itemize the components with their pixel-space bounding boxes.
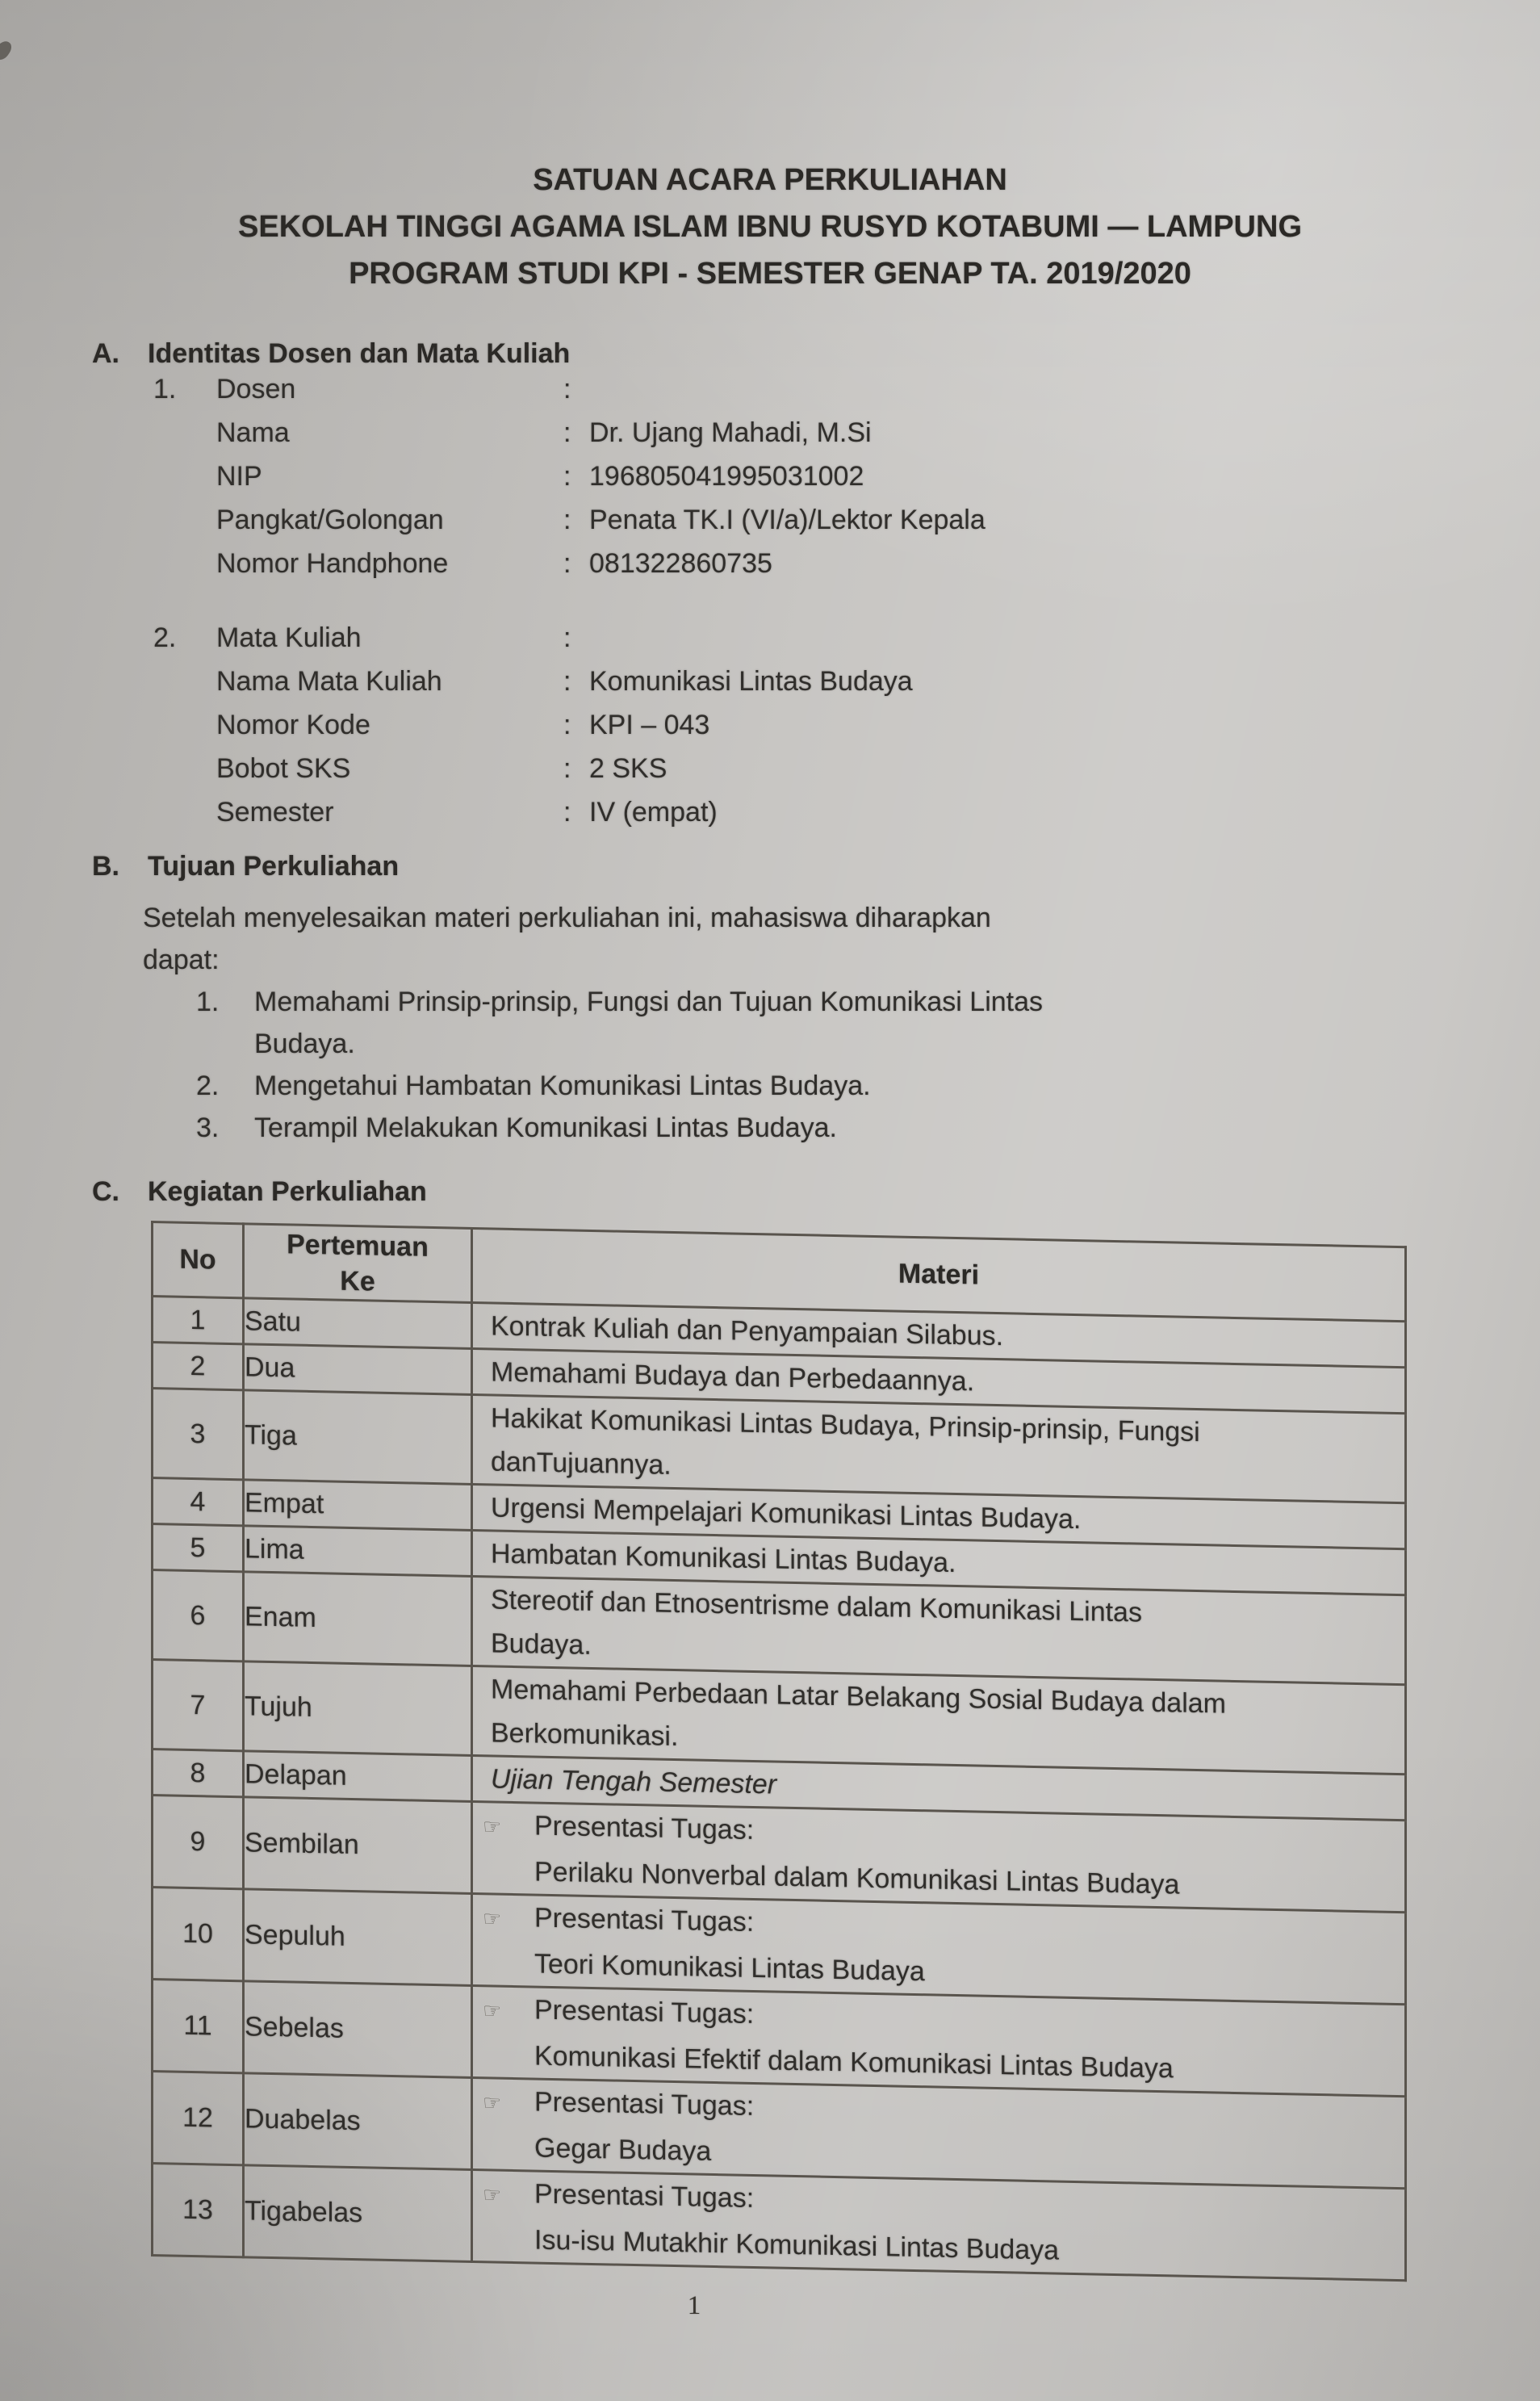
cell-pertemuan: Delapan	[244, 1751, 472, 1802]
tujuan-item-1-line-1	[143, 981, 1043, 1023]
materi-text: Memahami Budaya dan Perbedaannya.	[491, 1356, 975, 1397]
tujuan-intro-line-1: Setelah menyelesaikan materi perkuliahan ini, mahasiswa diharapkan	[143, 902, 991, 933]
colon: :	[563, 373, 571, 404]
header-pertemuan-ke	[244, 1224, 472, 1303]
tujuan-item-number: 1.	[196, 986, 220, 1017]
field-value: Dr. Ujang Mahadi, M.Si	[589, 417, 872, 448]
materi-text: Teori Komunikasi Lintas Budaya	[534, 1948, 925, 1988]
kv-row-dosen-header	[153, 367, 986, 411]
field-value: Komunikasi Lintas Budaya	[589, 665, 913, 697]
materi-text: Presentasi Tugas:	[534, 1994, 755, 2030]
tujuan-perkuliahan-list	[143, 897, 1043, 1149]
materi-text: Isu-isu Mutakhir Komunikasi Lintas Budaya	[534, 2224, 1060, 2266]
materi-text: Stereotif dan Etnosentrisme dalam Komunikasi Lintas	[491, 1584, 1142, 1628]
section-b-letter: B.	[92, 851, 119, 882]
cell-no: 7	[153, 1660, 244, 1751]
cell-no: 2	[153, 1343, 244, 1390]
colon: :	[563, 709, 571, 740]
materi-text: Urgensi Mempelajari Komunikasi Lintas Budaya.	[491, 1492, 1082, 1536]
cell-pertemuan: Satu	[244, 1298, 472, 1349]
field-label: Pangkat/Golongan	[216, 504, 444, 535]
pointing-hand-icon: ☞	[483, 1907, 502, 1932]
field-value: 196805041995031002	[589, 460, 864, 492]
kv-row-mata-kuliah-field-0	[153, 660, 913, 703]
tujuan-item-text: Memahami Prinsip-prinsip, Fungsi dan Tujuan Komunikasi Lintas	[254, 986, 1044, 1017]
cell-pertemuan: Tigabelas	[244, 2165, 472, 2262]
tujuan-item-text: Budaya.	[254, 1028, 355, 1059]
field-value: 2 SKS	[589, 752, 667, 784]
kv-row-dosen-field-0	[153, 411, 986, 455]
mata-kuliah-block	[153, 616, 913, 834]
field-label: Bobot SKS	[216, 752, 351, 784]
document-title-block	[36, 157, 1504, 297]
materi-text: Memahami Perbedaan Latar Belakang Sosial Budaya dalam	[491, 1674, 1226, 1720]
cell-no: 6	[153, 1570, 244, 1661]
field-label: Nama Mata Kuliah	[216, 665, 442, 697]
item-label: Dosen	[216, 373, 296, 404]
page-title-line-2: SEKOLAH TINGGI AGAMA ISLAM IBNU RUSYD KOTABUMI — LAMPUNG	[238, 210, 1302, 244]
materi-text: Ujian Tengah Semester	[491, 1763, 777, 1800]
tujuan-item-1-line-2	[143, 1023, 1043, 1065]
header-pertemuan-line2: Ke	[340, 1265, 375, 1297]
cell-pertemuan: Tujuh	[244, 1661, 472, 1756]
cell-no: 1	[153, 1297, 244, 1344]
item-label: Mata Kuliah	[216, 622, 362, 653]
materi-text: Presentasi Tugas:	[534, 2086, 755, 2122]
kv-row-mata-kuliah-field-3	[153, 790, 913, 834]
cell-no: 9	[153, 1796, 244, 1889]
section-c-heading	[92, 1176, 427, 1208]
field-value: Penata TK.I (VI/a)/Lektor Kepala	[589, 504, 986, 535]
field-label: Semester	[216, 796, 334, 828]
tujuan-item-2-line-1	[143, 1065, 1043, 1107]
section-c-heading-text: Kegiatan Perkuliahan	[148, 1176, 427, 1207]
cell-no: 3	[153, 1389, 244, 1480]
field-value: 081322860735	[589, 547, 772, 579]
cell-materi	[472, 2169, 1406, 2280]
materi-text: Budaya.	[491, 1628, 592, 1661]
kegiatan-perkuliahan-table	[151, 1221, 1407, 2282]
field-value: KPI – 043	[589, 709, 710, 740]
cell-no: 4	[153, 1478, 244, 1526]
item-number: 1.	[153, 373, 177, 404]
materi-text: Kontrak Kuliah dan Penyampaian Silabus.	[491, 1310, 1004, 1352]
pointing-hand-icon: ☞	[483, 1815, 502, 1840]
pointing-hand-icon: ☞	[483, 1999, 502, 2024]
cell-no: 11	[153, 1980, 244, 2073]
page-number: 1	[687, 2291, 701, 2320]
page-title-line-3: PROGRAM STUDI KPI - SEMESTER GENAP TA. 2019/2020	[349, 257, 1191, 291]
cell-no: 10	[153, 1888, 244, 1981]
section-a-heading-text: Identitas Dosen dan Mata Kuliah	[148, 338, 571, 369]
cell-pertemuan: Sebelas	[244, 1981, 472, 2078]
header-no: No	[153, 1222, 244, 1298]
field-label: Nama	[216, 417, 290, 448]
colon: :	[563, 665, 571, 697]
cell-pertemuan: Sembilan	[244, 1797, 472, 1894]
item-number: 2.	[153, 622, 177, 653]
cell-pertemuan: Empat	[244, 1480, 472, 1531]
page-title-line-1: SATUAN ACARA PERKULIAHAN	[533, 163, 1007, 197]
paper-ink-speck	[0, 38, 14, 62]
dosen-identity-block	[153, 367, 986, 585]
materi-text: Presentasi Tugas:	[534, 1810, 755, 1846]
field-label: Nomor Handphone	[216, 547, 449, 579]
pointing-hand-icon: ☞	[483, 2091, 502, 2116]
colon: :	[563, 622, 571, 653]
cell-no: 13	[153, 2164, 244, 2257]
header-materi: Materi	[472, 1228, 1406, 1321]
colon: :	[563, 460, 571, 492]
tujuan-item-number: 3.	[196, 1112, 220, 1143]
colon: :	[563, 547, 571, 579]
materi-text: Komunikasi Efektif dalam Komunikasi Lintas Budaya	[534, 2040, 1174, 2085]
kv-row-dosen-field-1	[153, 455, 986, 498]
cell-pertemuan: Sepuluh	[244, 1889, 472, 1986]
cell-pertemuan: Duabelas	[244, 2073, 472, 2170]
kv-row-dosen-field-3	[153, 542, 986, 585]
tujuan-item-text: Mengetahui Hambatan Komunikasi Lintas Budaya.	[254, 1070, 871, 1101]
colon: :	[563, 504, 571, 535]
materi-text: danTujuannya.	[491, 1446, 672, 1481]
kv-row-mata-kuliah-field-1	[153, 703, 913, 747]
materi-text: Presentasi Tugas:	[534, 2178, 755, 2214]
cell-pertemuan: Dua	[244, 1344, 472, 1395]
materi-text: Perilaku Nonverbal dalam Komunikasi Lintas Budaya	[534, 1856, 1180, 1900]
field-value: IV (empat)	[589, 796, 718, 828]
materi-text: Hambatan Komunikasi Lintas Budaya.	[491, 1538, 956, 1579]
kv-row-mata-kuliah-header	[153, 616, 913, 660]
materi-text: Presentasi Tugas:	[534, 1902, 755, 1938]
tujuan-intro-line-2: dapat:	[143, 944, 220, 975]
cell-pertemuan: Enam	[244, 1572, 472, 1666]
kv-row-mata-kuliah-field-2	[153, 747, 913, 790]
materi-text: Berkomunikasi.	[491, 1717, 679, 1753]
tujuan-item-number: 2.	[196, 1070, 220, 1101]
cell-pertemuan: Tiga	[244, 1390, 472, 1485]
colon: :	[563, 752, 571, 784]
section-a-letter: A.	[92, 338, 119, 369]
materi-text: Hakikat Komunikasi Lintas Budaya, Prinsip-prinsip, Fungsi	[491, 1402, 1200, 1448]
section-a-heading	[92, 338, 570, 370]
tujuan-item-3-line-1	[143, 1107, 1043, 1149]
materi-text: Gegar Budaya	[534, 2132, 712, 2167]
tujuan-item-text: Terampil Melakukan Komunikasi Lintas Budaya.	[254, 1112, 837, 1143]
cell-no: 8	[153, 1749, 244, 1797]
colon: :	[563, 417, 571, 448]
section-b-heading	[92, 851, 399, 882]
colon: :	[563, 796, 571, 828]
kv-row-dosen-field-2	[153, 498, 986, 542]
cell-no: 12	[153, 2072, 244, 2165]
header-pertemuan-line1: Pertemuan	[287, 1228, 429, 1263]
field-label: NIP	[216, 460, 262, 492]
field-label: Nomor Kode	[216, 709, 370, 740]
pointing-hand-icon: ☞	[483, 2183, 502, 2208]
section-c-letter: C.	[92, 1176, 119, 1207]
cell-pertemuan: Lima	[244, 1526, 472, 1577]
cell-no: 5	[153, 1524, 244, 1572]
section-b-heading-text: Tujuan Perkuliahan	[148, 851, 400, 882]
